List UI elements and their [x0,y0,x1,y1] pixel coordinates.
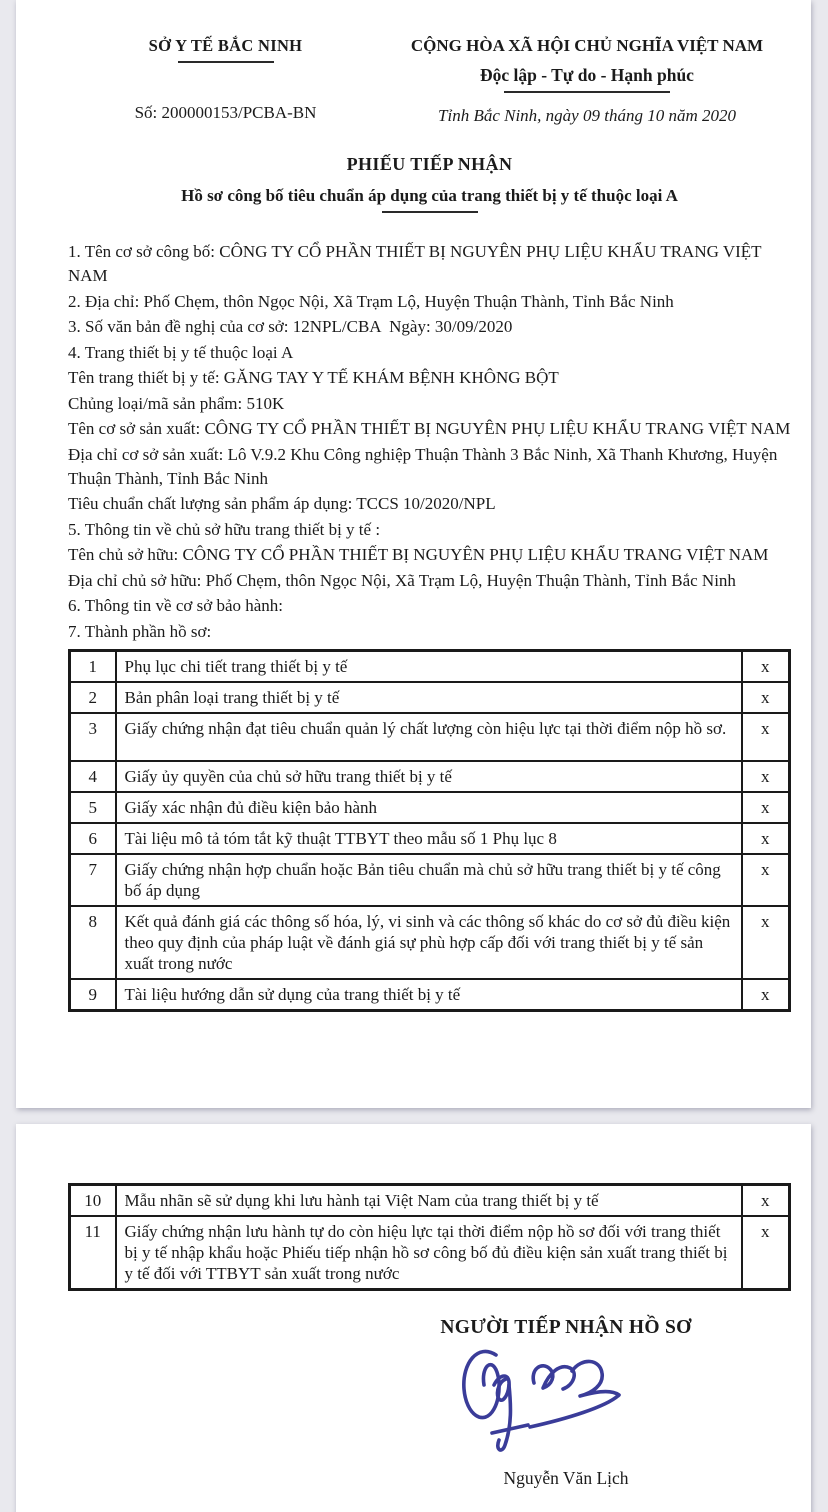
document-title: PHIẾU TIẾP NHẬN [346,154,513,174]
dossier-row [70,1216,790,1290]
body-line: 2. Địa chỉ: Phố Chẹm, thôn Ngọc Nội, Xã Trạm Lộ, Huyện Thuận Thành, Tỉnh Bắc Ninh [68,291,674,311]
body-line: 3. Số văn bản đề nghị của cơ sở: 12NPL/CBA Ngày: 30/09/2020 [68,317,513,336]
document-number: Số: 200000153/PCBA-BN [134,103,317,122]
issuing-agency: SỞ Y TẾ BẮC NINH [148,36,303,55]
row-number: 1 [70,650,116,682]
row-check-mark: x [742,979,790,1011]
row-description: Tài liệu mô tả tóm tắt kỹ thuật TTBYT theo mẫu số 1 Phụ lục 8 [116,823,742,854]
place-and-date: Tỉnh Bắc Ninh, ngày 09 tháng 10 năm 2020 [438,106,736,125]
row-description: Bản phân loại trang thiết bị y tế [116,682,742,713]
signer-name: Nguyễn Văn Lịch [503,1468,629,1488]
row-check-mark: x [742,792,790,823]
dossier-row [70,979,790,1011]
body-line: 6. Thông tin về cơ sở bảo hành: [68,596,284,615]
row-number: 2 [70,682,116,713]
row-check-mark: x [742,761,790,792]
row-number: 7 [70,854,116,906]
row-description: Phụ lục chi tiết trang thiết bị y tế [116,650,742,682]
document-header [68,36,791,126]
row-check-mark: x [742,906,790,979]
row-number: 5 [70,792,116,823]
national-motto: Độc lập - Tự do - Hạnh phúc [480,65,694,85]
dossier-row [70,761,790,792]
signature-image [454,1343,679,1461]
body-line: 1. Tên cơ sở công bố: CÔNG TY CỔ PHẦN THIẾT BỊ NGUYÊN PHỤ LIỆU KHẨU TRANG VIỆT NAM [68,242,766,285]
row-description: Giấy chứng nhận hợp chuẩn hoặc Bản tiêu chuẩn mà chủ sở hữu trang thiết bị y tế công bố áp dụng [116,854,742,906]
row-check-mark: x [742,1185,790,1217]
dossier-components-table-page2 [68,1183,791,1291]
row-description: Giấy chứng nhận lưu hành tự do còn hiệu lực tại thời điểm nộp hồ sơ đối với trang thiết bị y tế nhập khẩu hoặc Phiếu tiếp nhận hồ sơ công bố đủ điều kiện sản xuất trang thiết bị y tế đối với TTBYT sản xuất trong nước [116,1216,742,1290]
body-line: Tên cơ sở sản xuất: CÔNG TY CỔ PHẦN THIẾT BỊ NGUYÊN PHỤ LIỆU KHẨU TRANG VIỆT NAM [68,419,791,438]
row-number: 9 [70,979,116,1011]
body-line: 5. Thông tin về chủ sở hữu trang thiết bị y tế : [68,519,381,539]
row-number: 6 [70,823,116,854]
document-page-1 [16,0,811,1108]
row-description: Giấy ủy quyền của chủ sở hữu trang thiết bị y tế [116,761,742,792]
dossier-row [70,854,790,906]
signature-block [341,1317,791,1489]
dossier-row [70,906,790,979]
national-title: CỘNG HÒA XÃ HỘI CHỦ NGHĨA VIỆT NAM [410,36,764,55]
document-body [68,240,791,644]
signature-heading: NGƯỜI TIẾP NHẬN HỒ SƠ [440,1317,692,1338]
row-check-mark: x [742,823,790,854]
row-number: 11 [70,1216,116,1290]
body-line: Địa chỉ chủ sở hữu: Phố Chẹm, thôn Ngọc Nội, Xã Trạm Lộ, Huyện Thuận Thành, Tỉnh Bắc Ninh [68,570,736,590]
motto-underline [504,91,670,93]
body-line: Chủng loại/mã sản phẩm: 510K [68,393,285,413]
row-number: 10 [70,1185,116,1217]
row-check-mark: x [742,682,790,713]
subtitle-underline [382,211,478,213]
issuer-underline [178,61,274,63]
row-description: Kết quả đánh giá các thông số hóa, lý, vi sinh và các thông số khác do cơ sở đủ điều kiện theo quy định của pháp luật về đánh giá sự phù hợp cấp đối với trang thiết bị y tế sản xuất trong nước [116,906,742,979]
body-line: Địa chỉ cơ sở sản xuất: Lô V.9.2 Khu Công nghiệp Thuận Thành 3 Bắc Ninh, Xã Thanh Khương, Huyện Thuận Thành, Tỉnh Bắc Ninh [68,444,782,488]
body-line: Tên trang thiết bị y tế: GĂNG TAY Y TẾ KHÁM BỆNH KHÔNG BỘT [68,368,559,387]
dossier-row [70,823,790,854]
row-number: 4 [70,761,116,792]
row-number: 8 [70,906,116,979]
row-check-mark: x [742,650,790,682]
row-check-mark: x [742,854,790,906]
dossier-components-table-page1 [68,649,791,1012]
document-page-2 [16,1124,811,1512]
dossier-row [70,713,790,761]
row-description: Giấy xác nhận đủ điều kiện bảo hành [116,792,742,823]
row-description: Giấy chứng nhận đạt tiêu chuẩn quản lý chất lượng còn hiệu lực tại thời điểm nộp hồ sơ. [116,713,742,761]
body-line: Tiêu chuẩn chất lượng sản phẩm áp dụng: TCCS 10/2020/NPL [68,494,496,513]
document-subtitle: Hồ sơ công bố tiêu chuẩn áp dụng của trang thiết bị y tế thuộc loại A [181,186,678,205]
row-description: Mẫu nhãn sẽ sử dụng khi lưu hành tại Việt Nam của trang thiết bị y tế [116,1185,742,1217]
row-check-mark: x [742,1216,790,1290]
body-line: Tên chủ sở hữu: CÔNG TY CỔ PHẦN THIẾT BỊ NGUYÊN PHỤ LIỆU KHẨU TRANG VIỆT NAM [68,545,769,564]
row-number: 3 [70,713,116,761]
row-check-mark: x [742,713,790,761]
dossier-row [70,792,790,823]
row-description: Tài liệu hướng dẫn sử dụng của trang thiết bị y tế [116,979,742,1011]
dossier-row [70,682,790,713]
dossier-row [70,1185,790,1217]
body-line: 7. Thành phần hồ sơ: [68,621,212,641]
body-line: 4. Trang thiết bị y tế thuộc loại A [68,342,294,362]
dossier-row [70,650,790,682]
